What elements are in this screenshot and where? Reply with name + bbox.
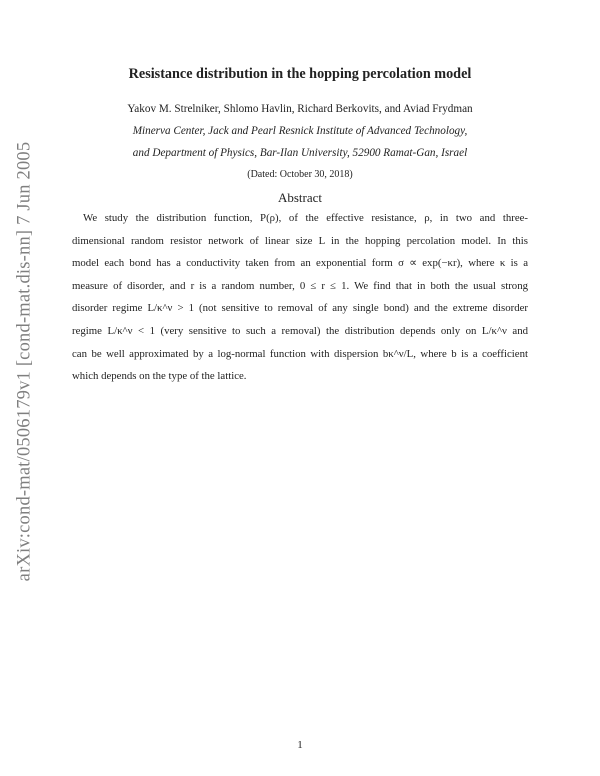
date-line: (Dated: October 30, 2018) (247, 169, 353, 180)
paper-title: Resistance distribution in the hopping percolation model (128, 66, 472, 82)
page-number: 1 (297, 739, 303, 751)
abstract-line: dimensional random resistor network of linear size L in the hopping percolation model. In this (72, 234, 528, 247)
abstract-line: We study the distribution function, P(ρ), of the effective resistance, ρ, in two and three- (83, 212, 528, 224)
abstract-body (72, 207, 528, 388)
abstract-heading: Abstract (277, 190, 323, 205)
author-list: Yakov M. Strelniker, Shlomo Havlin, Richard Berkovits, and Aviad Frydman (127, 103, 473, 115)
abstract-line: regime L/κ^ν < 1 (very sensitive to such a removal) the distribution depends only on L/κ^ν and (72, 324, 528, 337)
affiliation-line-2: and Department of Physics, Bar-Ilan University, 52900 Ramat-Gan, Israel (132, 147, 468, 159)
abstract-line: can be well approximated by a log-normal function with dispersion bκ^ν/L, where b is a coefficient (72, 347, 528, 360)
abstract-line: measure of disorder, and r is a random number, 0 ≤ r ≤ 1. We find that in both the usual strong (72, 279, 528, 292)
abstract-line: disorder regime L/κ^ν > 1 (not sensitive to removal of any single bond) and the extreme disorder (72, 302, 528, 315)
abstract-line: which depends on the type of the lattice. (72, 370, 247, 383)
abstract-line: model each bond has a conductivity taken from an exponential form σ ∝ exp(−κr), where κ is a (72, 257, 528, 270)
affiliation-line-1: Minerva Center, Jack and Pearl Resnick Institute of Advanced Technology, (132, 125, 468, 137)
arxiv-identifier-text: arXiv:cond-mat/0506179v1 [cond-mat.dis-nn] 7 Jun 2005 (14, 141, 35, 581)
